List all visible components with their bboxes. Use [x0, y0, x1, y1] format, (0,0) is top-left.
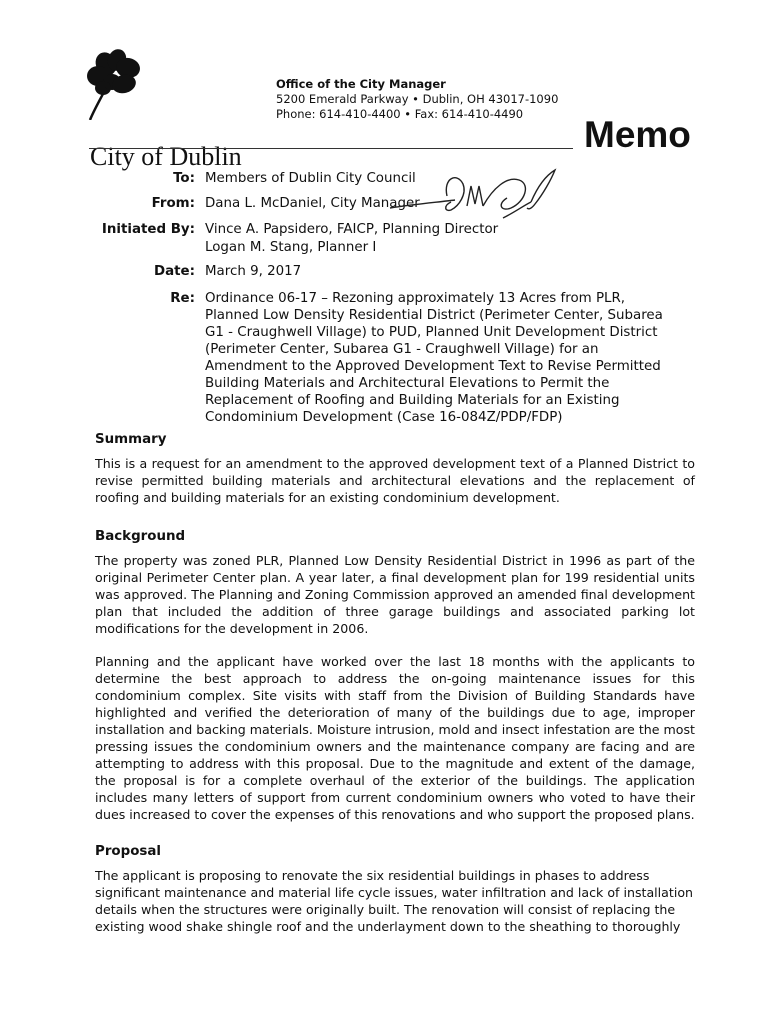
re-label: Re:	[170, 291, 195, 306]
background-paragraph-2: Planning and the applicant have worked over the last 18 months with the applicants to determine the best approach to address the on-going maintenance issues for this condominium complex. Site visits with staff from the Division of Building Standards have highlighted and verified the deterioration of many of the buildings due to age, improper installation and backing materials. Moisture intrusion, mold and insect infestation are the most pressing issues the condominium owners and the maintenance company are facing and are attempting to address with this proposal. Due to the magnitude and extent of the damage, the proposal is for a complete overhaul of the exterior of the buildings. The application includes many letters of support from current condominium owners who voted to have their dues increased to cover the expenses of this renovations and who support the proposed plans.	[95, 654, 695, 822]
from-value: Dana L. McDaniel, City Manager	[205, 196, 420, 211]
proposal-heading: Proposal	[95, 844, 161, 859]
office-address: 5200 Emerald Parkway • Dublin, OH 43017-1090	[276, 92, 559, 106]
signature	[385, 166, 560, 228]
to-value: Members of Dublin City Council	[205, 171, 416, 186]
office-phone: Phone: 614-410-4400 • Fax: 614-410-4490	[276, 107, 524, 121]
header-rule	[89, 148, 573, 149]
proposal-section	[95, 844, 695, 935]
re-value: Ordinance 06-17 – Rezoning approximately 13 Acres from PLR, Planned Low Density Residential District (Perimeter Center, Subarea G1 - Craughwell Village) to PUD, Planned Unit Development District (Perimeter Center, Subarea G1 - Craughwell Village) for an Amendment to the Approved Development Text to Revise Permitted Building Materials and Architectural Elevations to Permit the Replacement of Roofing and Building Materials for an Existing Condominium Development (Case 16-084Z/PDP/FDP)	[205, 291, 663, 425]
date-label: Date:	[154, 264, 195, 279]
shamrock-icon	[84, 48, 156, 120]
summary-text: This is a request for an amendment to the approved development text of a Planned District to revise permitted building materials and architectural elevations and the replacement of roofing and building materials for an existing condominium development.	[95, 456, 695, 505]
summary-heading: Summary	[95, 432, 167, 447]
initiated-value-2: Logan M. Stang, Planner I	[205, 240, 377, 255]
proposal-text: The applicant is proposing to renovate the six residential buildings in phases to address significant maintenance and material life cycle issues, water infiltration and lack of installation details when the structures were originally built. The renovation will consist of replacing the existing wood shake shingle roof and the underlayment down to the sheathing to thoroughly	[95, 868, 694, 934]
office-block	[276, 77, 558, 122]
city-logo	[84, 48, 284, 171]
memo-title: Memo	[584, 114, 691, 155]
background-heading: Background	[95, 529, 186, 544]
background-section	[95, 529, 695, 823]
date-value: March 9, 2017	[205, 264, 302, 279]
background-paragraph-1: The property was zoned PLR, Planned Low Density Residential District in 1996 as part of the original Perimeter Center plan. A year later, a final development plan for 199 residential units was approved. The Planning and Zoning Commission approved an amended final development plan that included the addition of three garage buildings and associated parking lot modifications for the development in 2006.	[95, 553, 695, 636]
summary-section	[95, 432, 695, 506]
city-name: City of Dublin	[90, 142, 242, 171]
office-title: Office of the City Manager	[276, 77, 446, 91]
initiated-value-1: Vince A. Papsidero, FAICP, Planning Director	[205, 222, 499, 237]
initiated-label: Initiated By:	[101, 222, 195, 237]
to-label: To:	[173, 171, 195, 186]
from-label: From:	[151, 196, 195, 211]
